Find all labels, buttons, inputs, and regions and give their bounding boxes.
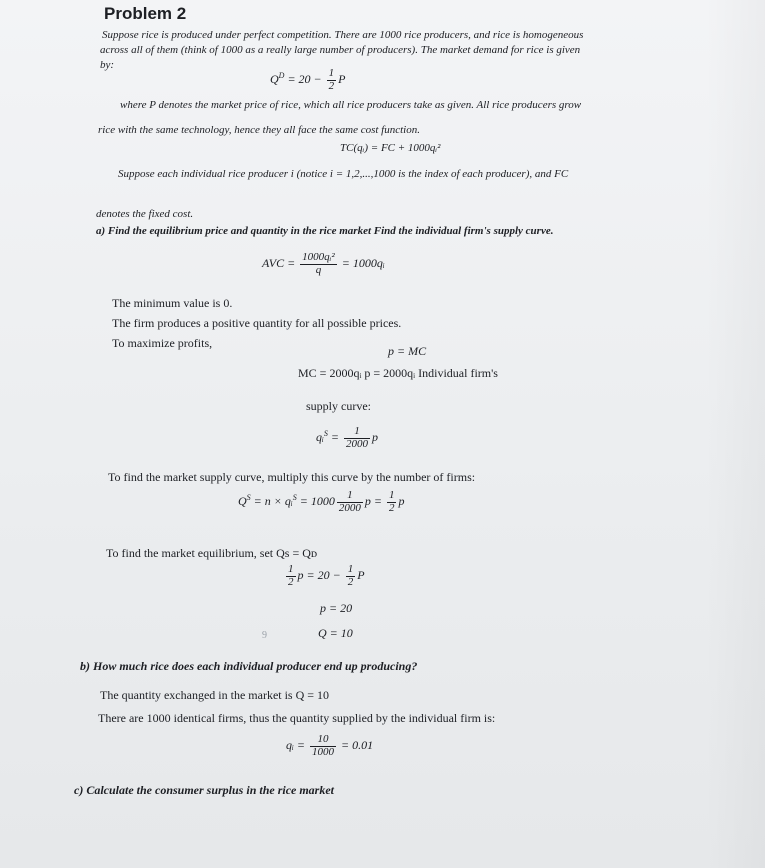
producer-text-line-1: Suppose each individual rice producer i (notice i = 1,2,...,1000 is the index of each producer), and FC xyxy=(118,168,569,180)
equilibrium-text: To find the market equilibrium, set Qs = Qᴅ xyxy=(106,546,318,560)
pencil-mark: 9 xyxy=(262,630,267,641)
maximize-profits-line: To maximize profits, xyxy=(112,336,213,350)
cost-equation: TC(qᵢ) = FC + 1000qᵢ² xyxy=(340,142,441,154)
part-a-question: a) Find the equilibrium price and quantity in the rice market Find the individual firm's supply curve. xyxy=(96,225,554,237)
intro-line-1: Suppose rice is produced under perfect competition. There are 1000 rice producers, and rice is homogeneous xyxy=(102,29,584,41)
min-value-line: The minimum value is 0. xyxy=(112,296,233,310)
demand-equation: $Q^D = 20$ − $\frac{1}{2}$ P xyxy=(270,67,346,92)
price-result: p = 20 xyxy=(320,601,353,615)
supply-curve-label: supply curve: xyxy=(306,399,371,413)
individual-quantity-equation: qᵢ = $\frac{10}{1000}$ = 0.01 xyxy=(286,733,374,758)
market-supply-equation: $Q^S = n$ × qᵢ$^S$ = 1000 $\frac{1}{2000}$ p = $\frac{1}{2}$ p xyxy=(238,489,405,514)
page-shadow xyxy=(705,0,765,868)
part-c-question: c) Calculate the consumer surplus in the rice market xyxy=(74,783,335,797)
equilibrium-equation: $\frac{1}{2}$ p = 20 − $\frac{1}{2}$ P xyxy=(288,563,365,588)
intro-line-3: by: xyxy=(100,59,115,71)
part-b-question: b) How much rice does each individual producer end up producing? xyxy=(80,659,418,673)
price-text-line-2: rice with the same technology, hence they all face the same cost function. xyxy=(98,124,420,136)
part-b-line-2: There are 1000 identical firms, thus the quantity supplied by the individual firm is: xyxy=(98,711,496,725)
price-text-line-1: where P denotes the market price of rice, which all rice producers take as given. All rice producers grow xyxy=(120,99,582,111)
p-equals-mc: p = MC xyxy=(388,344,427,358)
market-supply-text: To find the market supply curve, multiply this curve by the number of firms: xyxy=(108,470,476,484)
mc-line: MC = 2000qᵢ p = 2000qᵢ Individual firm's xyxy=(298,366,498,380)
individual-supply-equation: qᵢ$^S$ = $\frac{1}{2000}$ p xyxy=(316,425,379,450)
producer-text-line-2: denotes the fixed cost. xyxy=(96,208,194,220)
part-b-line-1: The quantity exchanged in the market is Q = 10 xyxy=(100,688,330,702)
quantity-result: Q = 10 xyxy=(318,626,353,640)
positive-quantity-line: The firm produces a positive quantity for all possible prices. xyxy=(112,316,402,330)
problem-heading: Problem 2 xyxy=(104,4,187,23)
intro-line-2: across all of them (think of 1000 as a really large number of producers). The market demand for rice is given xyxy=(100,44,581,56)
avc-equation: AVC = $\frac{\text{1000qᵢ²}}{q}$ = 1000qᵢ xyxy=(262,251,385,276)
